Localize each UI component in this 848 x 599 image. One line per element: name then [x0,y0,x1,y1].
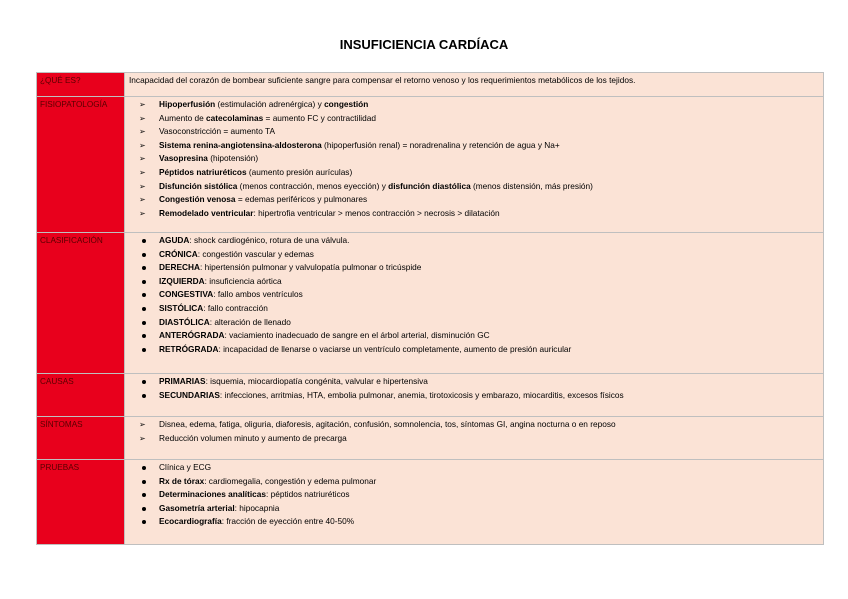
item-text: (hipoperfusión renal) = noradrenalina y retención de agua y Na+ [321,139,560,150]
bold-term: Gasometría arterial [159,502,235,513]
list-item [129,180,819,194]
table-row [37,233,824,374]
table-row [37,417,824,460]
row-label: CLASIFICACIÓN [37,233,125,374]
list-item [129,288,819,302]
list-item [129,207,819,221]
item-text: (menos distensión, más presión) [470,180,593,191]
list-item [129,316,819,330]
bold-term: Vasopresina [159,153,208,164]
list-item [129,343,819,357]
list-item [129,488,819,502]
list-item [129,112,819,126]
bold-term: ANTERÓGRADA [159,330,225,341]
dot-bullet-icon [142,466,146,470]
bold-term: DERECHA [159,262,201,273]
item-text: : péptidos natriuréticos [266,489,350,500]
row-text: Incapacidad del corazón de bombear suficiente sangre para compensar el retorno venoso y los requerimientos metabólicos de los tejidos. [129,75,636,85]
item-text: : fallo ambos ventrículos [213,289,303,300]
item-text: (hipotensión) [207,153,259,164]
arrow-bullet-icon: ➢ [139,433,146,443]
list-item [129,275,819,289]
item-text: (menos contracción, menos eyección) y [237,180,389,191]
arrow-bullet-icon: ➢ [139,127,146,137]
table-row [37,73,824,97]
item-text: : hipocapnia [234,502,280,513]
item-text: : isquemia, miocardiopatía congénita, valvular e hipertensiva [205,376,428,386]
dot-bullet-icon [142,266,146,270]
item-text: : shock cardiogénico, rotura de una válvula. [189,235,350,245]
dot-bullet-icon [142,380,146,384]
list-item [129,375,819,389]
item-text: : fracción de eyección entre 40-50% [221,516,355,527]
row-content [125,417,824,460]
dot-bullet-icon [142,253,146,257]
list-item [129,475,819,489]
item-text: : vaciamiento inadecuado de sangre en el árbol arterial, disminución GC [224,330,490,341]
list-item [129,418,819,432]
arrow-bullet-icon: ➢ [139,140,146,150]
dot-bullet-icon [142,239,146,243]
arrow-bullet-icon: ➢ [139,420,146,429]
bold-term: RETRÓGRADA [159,343,219,354]
bold-term: CRÓNICA [159,248,198,259]
bold-term: Disfunción sistólica [159,180,238,191]
item-text: Aumento de [159,112,207,123]
row-content [125,233,824,374]
row-label: PRUEBAS [37,460,125,545]
list-item [129,329,819,343]
bold-term: IZQUIERDA [159,275,205,286]
row-label: SÍNTOMAS [37,417,125,460]
table-row [37,460,824,545]
item-text: = aumento FC y contractilidad [263,112,376,123]
list-item [129,461,819,475]
list-item [129,261,819,275]
bold-term: congestión [324,99,369,109]
bold-term: catecolaminas [206,112,264,123]
bold-term: disfunción diastólica [388,180,471,191]
row-content [125,73,824,97]
bold-term: Determinaciones analíticas [159,489,266,500]
row-content [125,460,824,545]
arrow-bullet-icon: ➢ [139,100,146,109]
bold-term: Congestión venosa [159,194,236,205]
list-item [129,139,819,153]
table-row [37,374,824,417]
bold-term: Hipoperfusión [159,99,216,109]
list-item [129,98,819,112]
row-content [125,97,824,233]
item-text: : congestión vascular y edemas [197,248,314,259]
row-label: ¿QUÉ ES? [37,73,125,97]
bold-term: Remodelado ventricular [159,207,254,218]
dot-bullet-icon [142,520,146,524]
dot-bullet-icon [142,321,146,325]
arrow-bullet-icon: ➢ [139,113,146,123]
bold-term: DIASTÓLICA [159,316,210,327]
dot-bullet-icon [142,493,146,497]
bold-term: Rx de tórax [159,475,205,486]
bold-term: Ecocardiografía [159,516,222,527]
list-item [129,248,819,262]
item-text: Vasoconstricción = aumento TA [159,126,275,137]
item-list [129,375,819,402]
dot-bullet-icon [142,280,146,284]
item-text: : alteración de llenado [209,316,291,327]
list-item [129,125,819,139]
list-item [129,166,819,180]
list-item [129,152,819,166]
item-list [129,234,819,356]
item-text: : hipertrofia ventricular > menos contracción > necrosis > dilatación [253,207,500,218]
item-text: Reducción volumen minuto y aumento de precarga [159,432,347,443]
dot-bullet-icon [142,348,146,352]
item-text: Clínica y ECG [159,462,212,472]
item-text: (estimulación adrenérgica) y [215,99,325,109]
item-text: : insuficiencia aórtica [204,275,282,286]
dot-bullet-icon [142,394,146,398]
arrow-bullet-icon: ➢ [139,154,146,164]
item-list [129,418,819,445]
bold-term: Sistema renina-angiotensina-aldosterona [159,139,322,150]
item-text: : hipertensión pulmonar y valvulopatía pulmonar o tricúspide [200,262,422,273]
arrow-bullet-icon: ➢ [139,208,146,218]
list-item [129,432,819,446]
arrow-bullet-icon: ➢ [139,195,146,205]
list-item [129,515,819,529]
page-title: INSUFICIENCIA CARDÍACA [339,37,509,52]
item-text: : fallo contracción [203,302,268,313]
row-label: CAUSAS [37,374,125,417]
bold-term: PRIMARIAS [159,376,206,386]
item-text: : infecciones, arritmias, HTA, embolia pulmonar, anemia, tirotoxicosis y embarazo, miocarditis, excesos físicos [219,389,624,400]
dot-bullet-icon [142,307,146,311]
bold-term: SECUNDARIAS [159,389,220,400]
row-content [125,374,824,417]
list-item [129,234,819,248]
summary-table [36,72,824,545]
list-item [129,389,819,403]
table-row [37,97,824,233]
item-list [129,98,819,220]
item-text: Disnea, edema, fatiga, oliguria, diaforesis, agitación, confusión, somnolencia, tos, síntomas GI, angina nocturna o en reposo [159,419,616,429]
item-list [129,461,819,529]
dot-bullet-icon [142,334,146,338]
item-text: = edemas periféricos y pulmonares [235,194,368,205]
bold-term: CONGESTIVA [159,289,214,300]
bold-term: Péptidos natriuréticos [159,166,247,177]
item-text: (aumento presión aurículas) [246,166,353,177]
item-text: : incapacidad de llenarse o vaciarse un ventrículo completamente, aumento de presión auricular [218,343,572,354]
row-label: FISIOPATOLOGÍA [37,97,125,233]
arrow-bullet-icon: ➢ [139,181,146,191]
dot-bullet-icon [142,480,146,484]
list-item [129,502,819,516]
list-item [129,193,819,207]
item-text: : cardiomegalia, congestión y edema pulmonar [204,475,377,486]
dot-bullet-icon [142,507,146,511]
arrow-bullet-icon: ➢ [139,167,146,177]
list-item [129,302,819,316]
bold-term: SISTÓLICA [159,302,204,313]
bold-term: AGUDA [159,235,190,245]
dot-bullet-icon [142,293,146,297]
